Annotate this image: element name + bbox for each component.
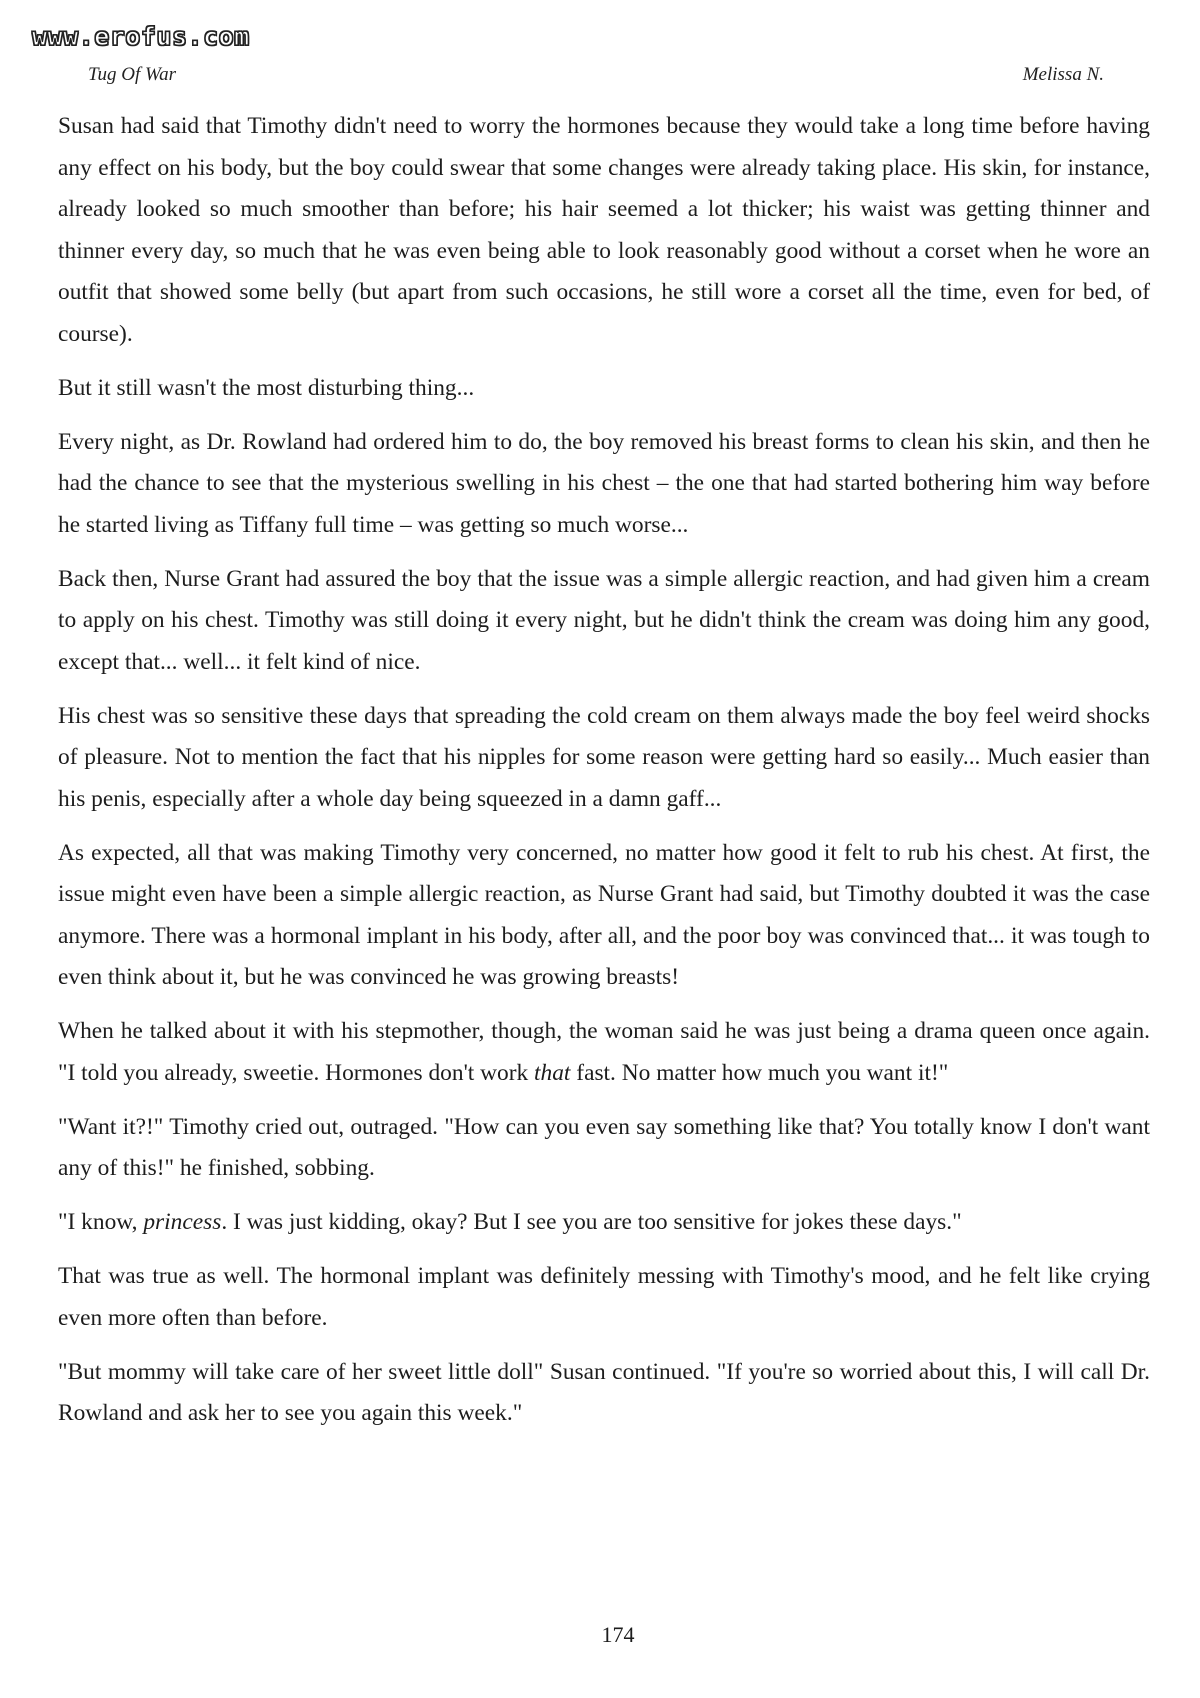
paragraph-7 [58, 1011, 1150, 1094]
body-text [58, 106, 1150, 1447]
paragraph-2: But it still wasn't the most disturbing thing... [58, 374, 475, 401]
emphasis-that: that [534, 1059, 571, 1086]
paragraph-10: That was true as well. The hormonal implant was definitely messing with Timothy's mood, and he felt like crying even more often than before. [58, 1263, 1150, 1331]
watermark-text: www.erofus.com [32, 22, 250, 51]
paragraph-9-part-2: . I was just kidding, okay? But I see you are too sensitive for jokes these days." [221, 1209, 962, 1235]
running-header [88, 64, 1104, 90]
paragraph-3: Every night, as Dr. Rowland had ordered him to do, the boy removed his breast forms to clean his skin, and then he had the chance to see that the mysterious swelling in his chest – the one that had started bothering him way before he started living as Tiffany full time – was getting so much worse... [58, 428, 1150, 538]
paragraph-8: "Want it?!" Timothy cried out, outraged. "How can you even say something like that? You totally know I don't want any of this!" he finished, sobbing. [58, 1113, 1150, 1181]
book-title: Tug Of War [88, 64, 176, 85]
paragraph-7-part-1: When he talked about it with his stepmother, though, the woman said he was just being a drama queen once again. "I told you already, sweetie. Hormones don't work [58, 1018, 1150, 1086]
paragraph-11: "But mommy will take care of her sweet little doll" Susan continued. "If you're so worried about this, I will call Dr. Rowland and ask her to see you again this week." [58, 1358, 1150, 1426]
paragraph-1: Susan had said that Timothy didn't need to worry the hormones because they would take a long time before having any effect on his body, but the boy could swear that some changes were already taking place. His skin, for instance, already looked so much smoother than before; his hair seemed a lot thicker; his waist was getting thinner and thinner every day, so much that he was even being able to look reasonably good without a corset when he wore an outfit that showed some belly (but apart from such occasions, he still wore a corset all the time, even for bed, of course). [58, 113, 1150, 347]
paragraph-5: His chest was so sensitive these days that spreading the cold cream on them always made the boy feel weird shocks of pleasure. Not to mention the fact that his nipples for some reason were getting hard so easily... Much easier than his penis, especially after a whole day being squeezed in a damn gaff... [58, 702, 1150, 812]
paragraph-9-part-1: "I know, [58, 1209, 144, 1235]
paragraph-7-part-2: fast. No matter how much you want it!" [570, 1059, 949, 1086]
paragraph-9 [58, 1202, 1150, 1244]
paragraph-4: Back then, Nurse Grant had assured the boy that the issue was a simple allergic reaction, and had given him a cream to apply on his chest. Timothy was still doing it every night, but he didn't think the cream was doing him any good, except that... well... it felt kind of nice. [58, 565, 1150, 675]
paragraph-6: As expected, all that was making Timothy very concerned, no matter how good it felt to rub his chest. At first, the issue might even have been a simple allergic reaction, as Nurse Grant had said, but Timothy doubted it was the case anymore. There was a hormonal implant in his body, after all, and the poor boy was convinced that... it was tough to even think about it, but he was convinced he was growing breasts! [58, 839, 1150, 990]
emphasis-princess: princess [143, 1209, 222, 1235]
author-name: Melissa N. [1022, 64, 1104, 85]
page-number: 174 [601, 1622, 635, 1647]
